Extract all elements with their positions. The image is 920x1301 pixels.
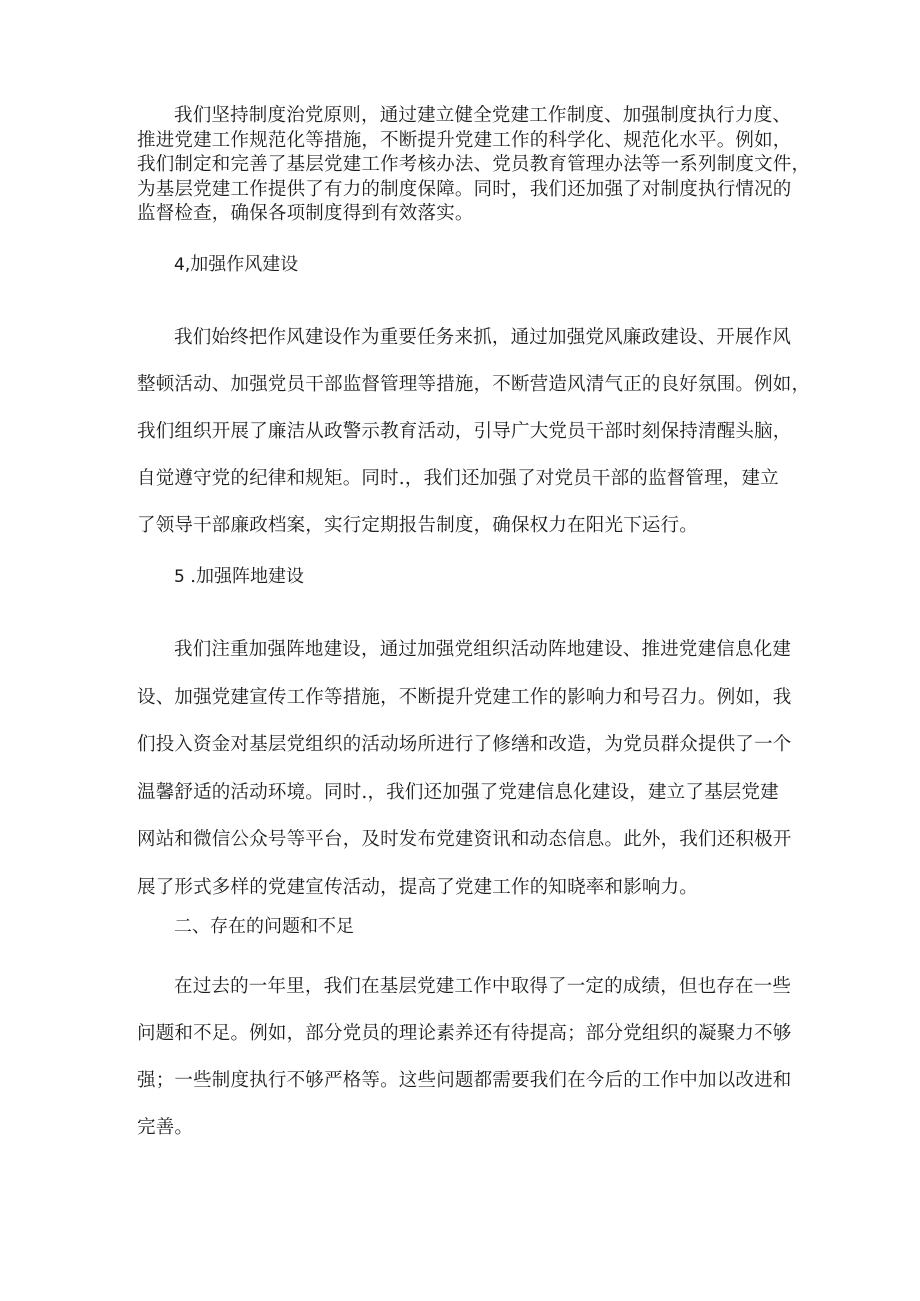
text-line: 展了形式多样的党建宣传活动，提高了党建工作的知晓率和影响力。 (137, 876, 699, 898)
text-line: 自觉遵守党的纪律和规矩。同时.，我们还加强了对党员干部的监督管理，建立 (137, 468, 779, 489)
text-line: 我们组织开展了廉洁从政警示教育活动，引导广大党员干部时刻保持清醒头脑， (137, 421, 792, 442)
text-line: 了领导干部廉政档案，实行定期报告制度，确保权力在阳光下运行。 (137, 515, 699, 536)
text-line: 推进党建工作规范化等措施，不断提升党建工作的科学化、规范化水平。例如， (137, 129, 792, 151)
text-line: 们投入资金对基层党组织的活动场所进行了修缮和改造，为党员群众提供了一个 (137, 734, 792, 755)
text-line: 我们注重加强阵地建设，通过加强党组织活动阵地建设、推进党建信息化建 (174, 639, 792, 660)
text-line: 设、加强党建宣传工作等措施，不断提升党建工作的影响力和号召力。例如，我 (137, 686, 792, 708)
text-line: 为基层党建工作提供了有力的制度保障。同时，我们还加强了对制度执行情况的 (137, 178, 792, 200)
text-line: 整顿活动、加强党员干部监督管理等措施，不断营造风清气正的良好氛围。例如， (137, 374, 811, 395)
text-line: 在过去的一年里，我们在基层党建工作中取得了一定的成绩，但也存在一些 (174, 976, 792, 997)
heading-title: .加强阵地建设 (190, 566, 304, 587)
paragraph-work-style (137, 314, 811, 549)
paragraph-problems (137, 963, 797, 1151)
text-line: 完善。 (137, 1117, 194, 1138)
text-line: 强；一些制度执行不够严格等。这些问题都需要我们在今后的工作中加以改进和 (137, 1070, 792, 1091)
paragraph-position-building (137, 626, 797, 911)
text-line: 温馨舒适的活动环境。同时.，我们还加强了党建信息化建设，建立了基层党建 (137, 781, 779, 803)
text-line: 我们制定和完善了基层党建工作考核办法、党员教育管理办法等一系列制度文件， (137, 154, 811, 175)
section-heading-problems: 二、存在的问题和不足 (174, 916, 354, 937)
section-heading-4 (174, 253, 298, 277)
text-line: 我们坚持制度治党原则，通过建立健全党建工作制度、加强制度执行力度、 (174, 105, 792, 126)
heading-number: 4, (174, 255, 191, 275)
heading-number: 5 (174, 567, 191, 587)
paragraph-institutional-governance (137, 104, 811, 227)
text-line: 问题和不足。例如，部分党员的理论素养还有待提高；部分党组织的凝聚力不够 (137, 1023, 792, 1044)
text-line: 监督检查，确保各项制度得到有效落实。 (137, 203, 474, 224)
section-heading-5 (174, 565, 304, 589)
text-line: 网站和微信公众号等平台，及时发布党建资讯和动态信息。此外，我们还积极开 (137, 829, 792, 850)
heading-title: 加强作风建设 (190, 254, 299, 275)
text-line: 我们始终把作风建设作为重要任务来抓，通过加强党风廉政建设、开展作风 (174, 327, 792, 348)
